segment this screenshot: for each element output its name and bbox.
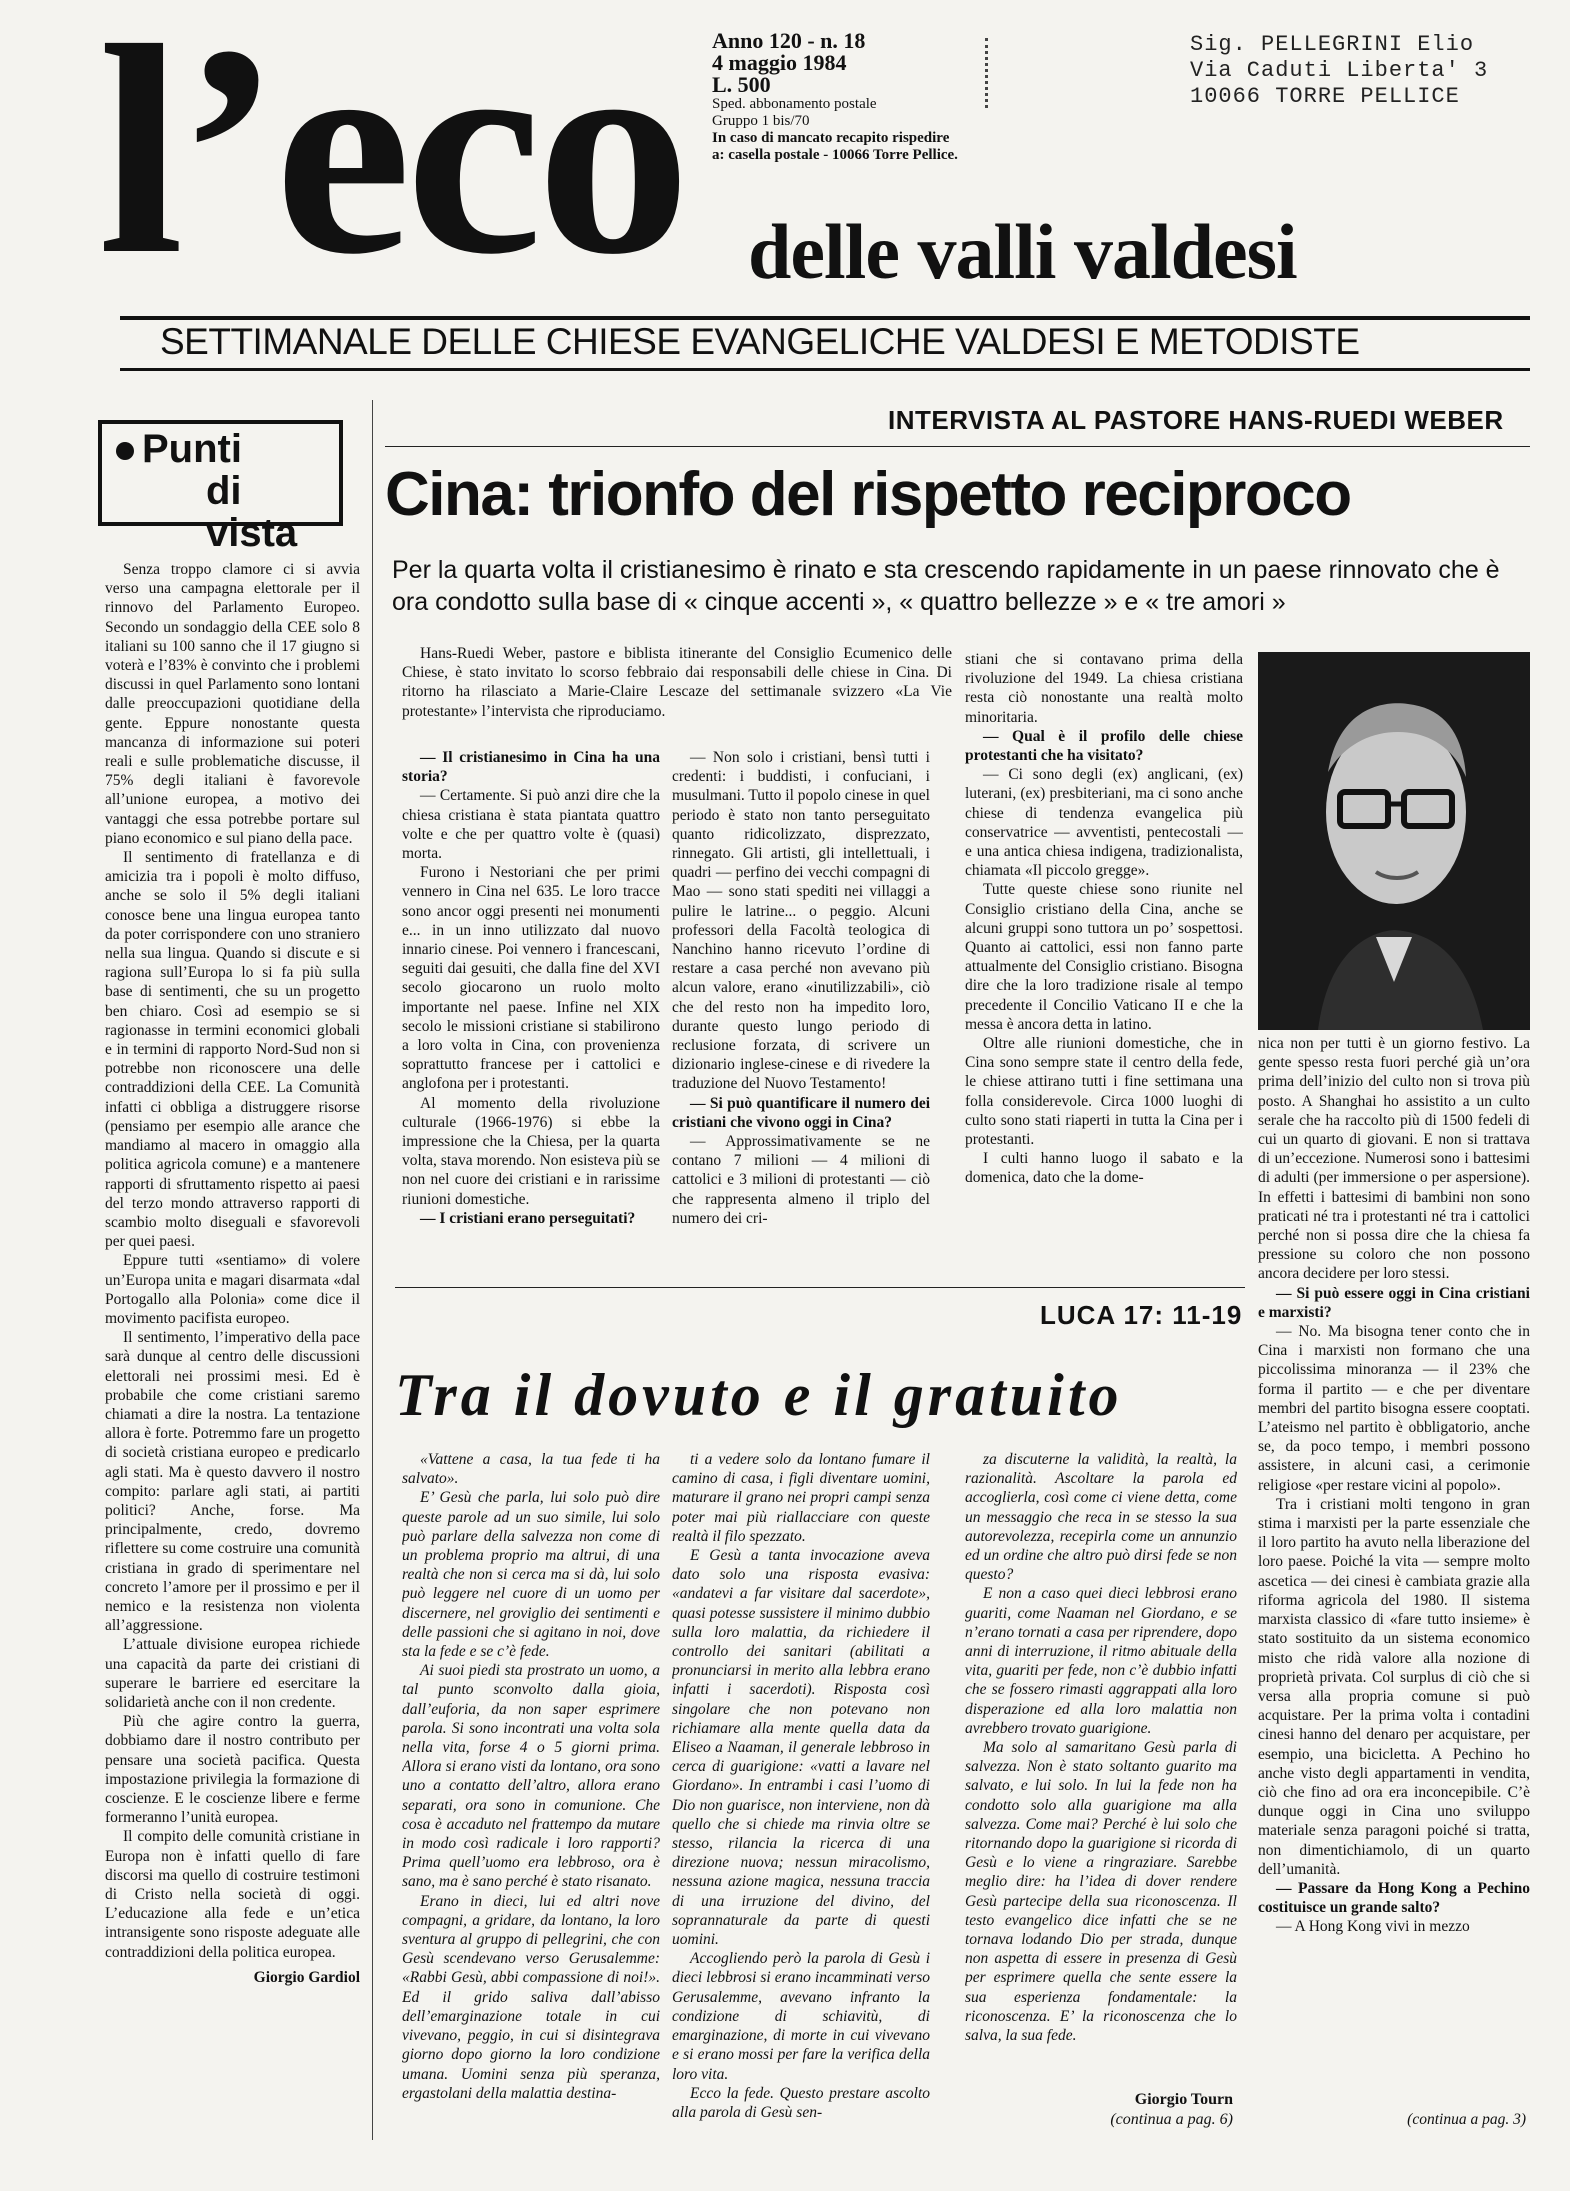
luca-column-3 xyxy=(965,1450,1237,2090)
interview-paragraph: Tra i cristiani molti tengono in gran stima i marxisti per la parte essenziale che il loro partito ha avuto nella liberazione del loro paese. Poiché la vita — sempre molto ascetica — dei cinesi è cambiata grazie alla riforma agricola del 1980. Il sistema marxista classico di «fare tutto insieme» è stato sostituito da un sistema economico misto che ridà valore alla nozione di proprietà privata. Col surplus di ciò che si versa alla propria comune si può acquistare. Per la prima volta i contadini cinesi hanno del denaro per acquistare, per esempio, una bicicletta. A Pechino ho anche visto degli appartamenti in vendita, ciò che fino ad ora era inconcepibile. C’è dunque oggi in Cina uno sviluppo materiale senza paragoni poiché si tratta, non dimentichiamolo, di un quarto dell’umanità. xyxy=(1258,1495,1530,1878)
masthead-subtitle: delle valli valdesi xyxy=(748,208,1297,295)
luca-author: Giorgio Tourn xyxy=(1134,2091,1233,2108)
masthead-title: l’eco xyxy=(98,0,685,316)
luca-paragraph: E non a caso quei dieci lebbrosi erano guariti, come Naaman nel Giordano, e se n’erano tornati a casa per riprendere, dopo anni di interruzione, il ritmo abituale della vita, guariti per fede, non c’è dubbio infatti che se fossero rimasti aggrappati alla loro disperazione ed alla loro malattia non avrebbero trovato guarigione. xyxy=(965,1585,1237,1737)
intro-text: Hans-Ruedi Weber, pastore e biblista itinerante del Consiglio Ecumenico delle Chiese, è stato invitato lo scorso febbraio dai responsabili delle chiese in Cina. Di ritorno ha rilasciato a Marie-Claire Lescaze del settimanale svizzero «La Vie protestante» l’intervista che riproduciamo. xyxy=(402,645,952,720)
luca-paragraph: Ma solo al samaritano Gesù parla di salvezza. Non è stato soltanto guarito ma salvato, e lui solo. In lui la fede non ha condotto solo alla guarigione ma alla salvezza. Come mai? Perché è lui solo che ritornando dopo la guarigione si ricorda di Gesù e lo viene a ringraziare. Sarebbe meglio dire: ha l’idea di dover rendere Gesù partecipe della sua riconoscenza. Il testo evangelico dice infatti che se ne tornava lodando Dio per strada, dunque non aspetta di essere in presenza di Gesù per esprimere quella che sente essere la sua esperienza fondamentale: la riconoscenza. E’ la riconoscenza che lo salva, la sua fede. xyxy=(965,1739,1237,2045)
issue-date: 4 maggio 1984 xyxy=(712,50,847,75)
postmark-mark xyxy=(985,38,1012,108)
kicker-rule xyxy=(385,446,1530,447)
interview-paragraph: stiani che si contavano prima della rivoluzione del 1949. La chiesa cristiana resta ciò nonostante una realtà molto minoritaria. xyxy=(965,651,1243,726)
interview-paragraph: — Si può quantificare il numero dei cristiani che vivono oggi in Cina? xyxy=(672,1094,930,1131)
punti-author: Giorgio Gardiol xyxy=(253,1968,360,1986)
portrait-image xyxy=(1258,652,1530,1030)
punti-label-1: Punti xyxy=(142,427,242,471)
interview-intro xyxy=(402,644,952,744)
luca-paragraph: Erano in dieci, lui ed altri nove compagni, a gridare, da lontano, la loro sventura al gruppo di pellegrini, che con Gesù scendevano verso Gerusalemme: «Rabbi Gesù, abbi compassione di noi!». Ed il grido saliva dall’abisso dell’emarginazione totale in cui vivevano, peggio, in cui si disintegrava giorno dopo giorno la loro condizione umana. Uomini senza più speranza, ergastolani della malattia destina- xyxy=(402,1892,660,2102)
postal-line-1: Sped. abbonamento postale xyxy=(712,96,877,112)
punti-paragraph: Il compito delle comunità cristiane in Europa non è infatti quello di fare discorsi ma quello di costruire testimoni di Cristo nella società di oggi. L’educazione alla fede e un’etica intransigente sono risposte adeguate alle contraddizioni della politica europea. xyxy=(105,1828,360,1961)
masthead-rule-bottom xyxy=(120,368,1530,371)
masthead-rule-top xyxy=(120,316,1530,320)
interview-paragraph: — Approssimativamente se ne contano 7 milioni — 4 milioni di cattolici e 3 milioni di protestanti — ciò che rappresenta almeno il triplo del numero dei cri- xyxy=(672,1133,930,1227)
interview-paragraph: — Ci sono degli (ex) anglicani, (ex) luterani, (ex) presbiteriani, ma ci sono anche chiese di tendenza evangelica più conservatrice — avventisti, pentecostali — e una antica chiesa indigena, tradizionalista, chiamata «Il piccolo gregge». xyxy=(965,766,1243,880)
luca-paragraph: za discuterne la validità, la realtà, la razionalità. Ascoltare la parola ed accoglierla, così come ci viene detta, come un messaggio che reca in se stesso la sua autorevolezza, recepirla come un annunzio ed un ordine che altro può dirsi fede se non questo? xyxy=(965,1451,1237,1584)
punti-paragraph: Senza troppo clamore ci si avvia verso una campagna elettorale per il rinnovo del Parlamento Europeo. Secondo un sondaggio della CEE solo 8 italiani su 100 sanno che il 17 giugno si voterà e l’83% è convinto che i problemi discussi in quel Parlamento sono lontani dalle preoccupazioni quotidiane della gente. Eppure nonostante questa mancanza di informazione sui poteri reali e sulle problematiche discusse, il 75% degli italiani è favorevole all’unione europea, a motivo dei vantaggi che essa potrebbe portare sul piano economico e sul piano della pace. xyxy=(105,561,360,847)
luca-rule-top xyxy=(395,1287,1245,1288)
luca-paragraph: E Gesù a tanta invocazione aveva dato solo una risposta evasiva: «andatevi a far visitare dal sacerdote», quasi potesse sussistere il minimo dubbio sulla loro malattia, da richiedere il controllo dei sanitari (abilitati a pronunciarsi in merito alla lebbra erano infatti i sacerdoti). Risposta così singolare che non potevano non richiamare alla mente quella data da Eliseo a Naaman, il generale lebbroso in cerca di guarigione: «vatti a lavare nel Giordano». In entrambi i casi l’uomo di Dio non guarisce, non interviene, non dà quello che si chiede ma rinvia oltre se stesso, rilancia la ricerca di una direzione nuova; nessun miracolismo, nessuna azione magica, nessuna traccia di una irruzione del divino, del soprannaturale da parte di questi uomini. xyxy=(672,1547,930,1949)
bullet-icon xyxy=(116,442,134,460)
issue-number: Anno 120 - n. 18 xyxy=(712,28,866,53)
issue-info xyxy=(712,30,958,164)
interview-paragraph: Al momento della rivoluzione culturale (1966-1976) si ebbe la impressione che la Chiesa, per la quarta volta, stava morendo. Non esisteva più se non nel cuore dei cristiani e in rarissime riunioni domestiche. xyxy=(402,1094,660,1208)
punti-article xyxy=(105,560,360,2120)
interview-column-3 xyxy=(965,650,1243,1270)
luca-paragraph: Ecco la fede. Questo prestare ascolto alla parola di Gesù sen- xyxy=(672,2084,930,2121)
issue-price: L. 500 xyxy=(712,72,771,97)
postal-line-2: Gruppo 1 bis/70 xyxy=(712,113,810,129)
luca-paragraph: Ai suoi piedi sta prostrato un uomo, a tal punto sconvolto dalla gioia, dall’euforia, da non saper esprimere parola. Si sono incontrati una volta sola nella vita, forse 4 o 5 giorni prima. Allora si erano visti da lontano, ora sono uno a contatto dell’altro, allora erano separati, ora sono in comunione. Che cosa è accaduto nel frattempo da mutare in modo così radicale i loro rapporti? Prima quell’uomo era lebbroso, ora è sano, ma è sano perché è stato risanato. xyxy=(402,1662,660,1891)
address-line-3: 10066 TORRE PELLICE xyxy=(1190,84,1460,109)
luca-kicker: LUCA 17: 11-19 xyxy=(1040,1300,1243,1330)
luca-paragraph: Accogliendo però la parola di Gesù i dieci lebbrosi si erano incamminati verso Gerusalemme, avevano infranto la condizione di schiavitù, di emarginazione, di morte in cui vivevano e si erano mossi per fare la verifica della loro vita. xyxy=(672,1950,930,2083)
address-line-2: Via Caduti Liberta' 3 xyxy=(1190,58,1489,83)
punti-label-2: di vista xyxy=(206,469,298,555)
luca-continued: (continua a pag. 6) xyxy=(1110,2111,1233,2128)
masthead-tagline: SETTIMANALE DELLE CHIESE EVANGELICHE VALDESI E METODISTE xyxy=(160,321,1360,362)
interview-paragraph: — A Hong Kong vivi in mezzo xyxy=(1276,1918,1470,1936)
interview-paragraph: Tutte queste chiese sono riunite nel Consiglio cristiano della Cina, anche se alcuni gruppi sono tuttora un po’ sospettosi. Quanto ai cattolici, essi non fanno parte attualmente del Consiglio cristiano. Bisogna dire che la loro tradizione risale al tempo precedente il Concilio Vaticano II e che la messa è ancora detta in latino. xyxy=(965,881,1243,1033)
luca-paragraph: ti a vedere solo da lontano fumare il camino di casa, i figli diventare uomini, maturare il grano nei propri campi senza poter mai più riallacciare con queste realtà il filo spezzato. xyxy=(672,1451,930,1545)
column-divider xyxy=(372,400,373,2140)
luca-headline: Tra il dovuto e il gratuito xyxy=(395,1362,1123,1428)
interview-paragraph: Furono i Nestoriani che per primi vennero in Cina nel 635. Le loro tracce sono ancor oggi presenti nei monumenti e... in un inno utilizzato dal nuovo innario cinese. Poi vennero i francescani, seguiti dai gesuiti, che dalla fine del XVI secolo giocarono un ruolo molto importante nel paese. Infine nel XIX secolo le missioni cristiane si stabilirono a loro volta in Cina, con provenienza soprattutto francese per i cattolici e anglofona per i protestanti. xyxy=(402,864,660,1093)
interview-paragraph: — Il cristianesimo in Cina ha una storia? xyxy=(402,749,660,786)
interview-continued: (continua a pag. 3) xyxy=(1407,2111,1526,2128)
interview-paragraph: nica non per tutti è un giorno festivo. La gente spesso resta fuori perché già un’ora prima dell’inizio del culto non si trova più posto. A Shanghai ho assistito a un culto serale che ha raccolto più di 1500 fedeli di cui un quarto di giovani. E non si trattava di un’eccezione. Numerosi sono i battesimi di adulti (per immersione o per aspersione). In effetti i battesimi di bambini non sono praticati né tra i protestanti né tra i cattolici perché non si possa dire che la chiesa fa pressione su coloro che non possono ancora decidere per loro stessi. xyxy=(1258,1035,1530,1283)
interview-column-4 xyxy=(1258,1034,1530,2114)
portrait-photo xyxy=(1258,652,1530,1030)
interview-paragraph: — Si può essere oggi in Cina cristiani e marxisti? xyxy=(1258,1284,1530,1321)
luca-column-1 xyxy=(402,1450,660,2140)
interview-deck: Per la quarta volta il cristianesimo è rinato e sta crescendo rapidamente in un paese rinnovato che è ora condotto sulla base di « cinque accenti », « quattro bellezze » e « tre amori » xyxy=(392,556,1500,616)
interview-headline: Cina: trionfo del rispetto reciproco xyxy=(385,460,1351,529)
interview-column-2 xyxy=(672,748,930,1268)
interview-paragraph: — Non solo i cristiani, bensì tutti i credenti: i buddisti, i confuciani, i musulmani. Tutto il popolo cinese in quel periodo è stato non tanto perseguitato quanto ridicolizzato, disprezzato, rinnegato. Gli artisti, gli intellettuali, i quadri — perfino dei vecchi compagni di Mao — sono stati spediti nei villaggi a pulire le latrine... o peggio. Alcuni professori della Facoltà teologica di Nanchino hanno ricevuto l’ordine di restare a casa perché non avevano più alcun valore, erano «inutilizzabili», ciò che del resto non ha impedito loro, durante questo lungo periodo di reclusione forzata, di scrivere un dizionario inglese-cinese e di rivedere la traduzione del Nuovo Testamento! xyxy=(672,749,930,1093)
interview-paragraph: — No. Ma bisogna tener conto che in Cina i marxisti non formano che una piccolissima minoranza — il 23% che forma il partito — e che per diventare membri del partito bisogna essere cooptati. L’ateismo nel partito è obbligatorio, anche se, da poco tempo, i membri possono assistere, in alcuni casi, a cerimonie religiose «per restare vicini al popolo». xyxy=(1258,1323,1530,1494)
interview-paragraph: — Qual è il profilo delle chiese protestanti che ha visitato? xyxy=(965,727,1243,765)
interview-kicker: INTERVISTA AL PASTORE HANS-RUEDI WEBER xyxy=(888,405,1504,435)
interview-paragraph: — Certamente. Si può anzi dire che la chiesa cristiana è stata piantata quattro volte e che per quattro volte è (quasi) morta. xyxy=(402,787,660,863)
luca-column-2 xyxy=(672,1450,930,2140)
luca-paragraph: E’ Gesù che parla, lui solo può dire queste parole ad un suo simile, lui solo può parlare della salvezza non come di un problema proprio ma altrui, di una realtà che non si cerca ma si dà, lui solo può leggere nel cuore di un uomo per discernere, nel groviglio dei sentimenti e delle passioni che si agitano in noi, dove sta la fede e se c’è fede. xyxy=(402,1489,660,1661)
postal-line-3: In caso di mancato recapito rispedire xyxy=(712,130,950,146)
punti-paragraph: Il sentimento, l’imperativo della pace sarà dunque al centro delle discussioni elettorali nei prossimi mesi. Ed è probabile che come cristiani saremo chiamati a dire la nostra. La tentazione allora è forte. Potremmo fare un progetto di società cristiana europeo e predicarlo agli stati. Ma è questo davvero il nostro compito: parlare agli stati, ai partiti politici? Anche, forse. Ma principalmente, credo, dovremo riflettere su come costruire una comunità cristiana in grado di sperimentare nel concreto l’amore per il prossimo e per il nemico e la resistenza non violenta all’aggressione. xyxy=(105,1329,360,1635)
punti-paragraph: L’attuale divisione europea richiede una capacità da parte dei cristiani di superare le barriere ed esercitare la solidarietà anche con il non credente. xyxy=(105,1636,360,1711)
punti-paragraph: Il sentimento di fratellanza e di amicizia tra i popoli è molto diffuso, anche se solo il 5% degli italiani conosce bene una lingua europea tanto da poter corrispondere con uno straniero nella sua lingua. Quando si discute e si ragiona sull’Europa lo si fa più sulla base di sentimenti, che su un progetto ben chiaro. Così ad esempio se si ragionasse in termini economici globali e in termini di rapporto Nord-Sud non si potrebbe non riconoscere una delle contraddizioni della CEE. La Comunità infatti ci obbliga a distruggere risorse (pensiamo per esempio alle arance che mandiamo al macero in omaggio alla politica agricola comune) e a mantenere rapporti di sfruttamento rispetto ai paesi del terzo mondo attraverso rapporti di scambio molto diseguali e sfavorevoli per quei paesi. xyxy=(105,849,360,1251)
luca-paragraph: «Vattene a casa, la tua fede ti ha salvato». xyxy=(402,1451,660,1488)
postal-line-4: a: casella postale - 10066 Torre Pellice. xyxy=(712,147,958,163)
address-line-1: Sig. PELLEGRINI Elio xyxy=(1190,32,1475,57)
luca-signoff xyxy=(965,2090,1233,2130)
interview-paragraph: — I cristiani erano perseguitati? xyxy=(420,1209,636,1227)
punti-di-vista-box xyxy=(98,420,343,555)
subscriber-address xyxy=(1190,32,1488,110)
interview-paragraph: — Passare da Hong Kong a Pechino costituisce un grande salto? xyxy=(1258,1879,1530,1917)
interview-paragraph: I culti hanno luogo il sabato e la domenica, dato che la dome- xyxy=(965,1150,1243,1187)
interview-paragraph: Oltre alle riunioni domestiche, che in Cina sono sempre state il centro della fede, le chiese attirano tutti i fine settimana una folla considerevole. Circa 1000 luoghi di culto sono stati riaperti in tutta la Cina per i protestanti. xyxy=(965,1035,1243,1149)
punti-paragraph: Più che agire contro la guerra, dobbiamo dare il nostro contributo per pensare una società pacifica. Questa impostazione privilegia la formazione di coscienze. E le coscienze libere e ferme formeranno l’unità europea. xyxy=(105,1713,360,1827)
punti-paragraph: Eppure tutti «sentiamo» di volere un’Europa unita e magari disarmata «dal Portogallo alla Polonia» come dice il movimento pacifista europeo. xyxy=(105,1252,360,1327)
interview-column-1 xyxy=(402,748,660,1268)
